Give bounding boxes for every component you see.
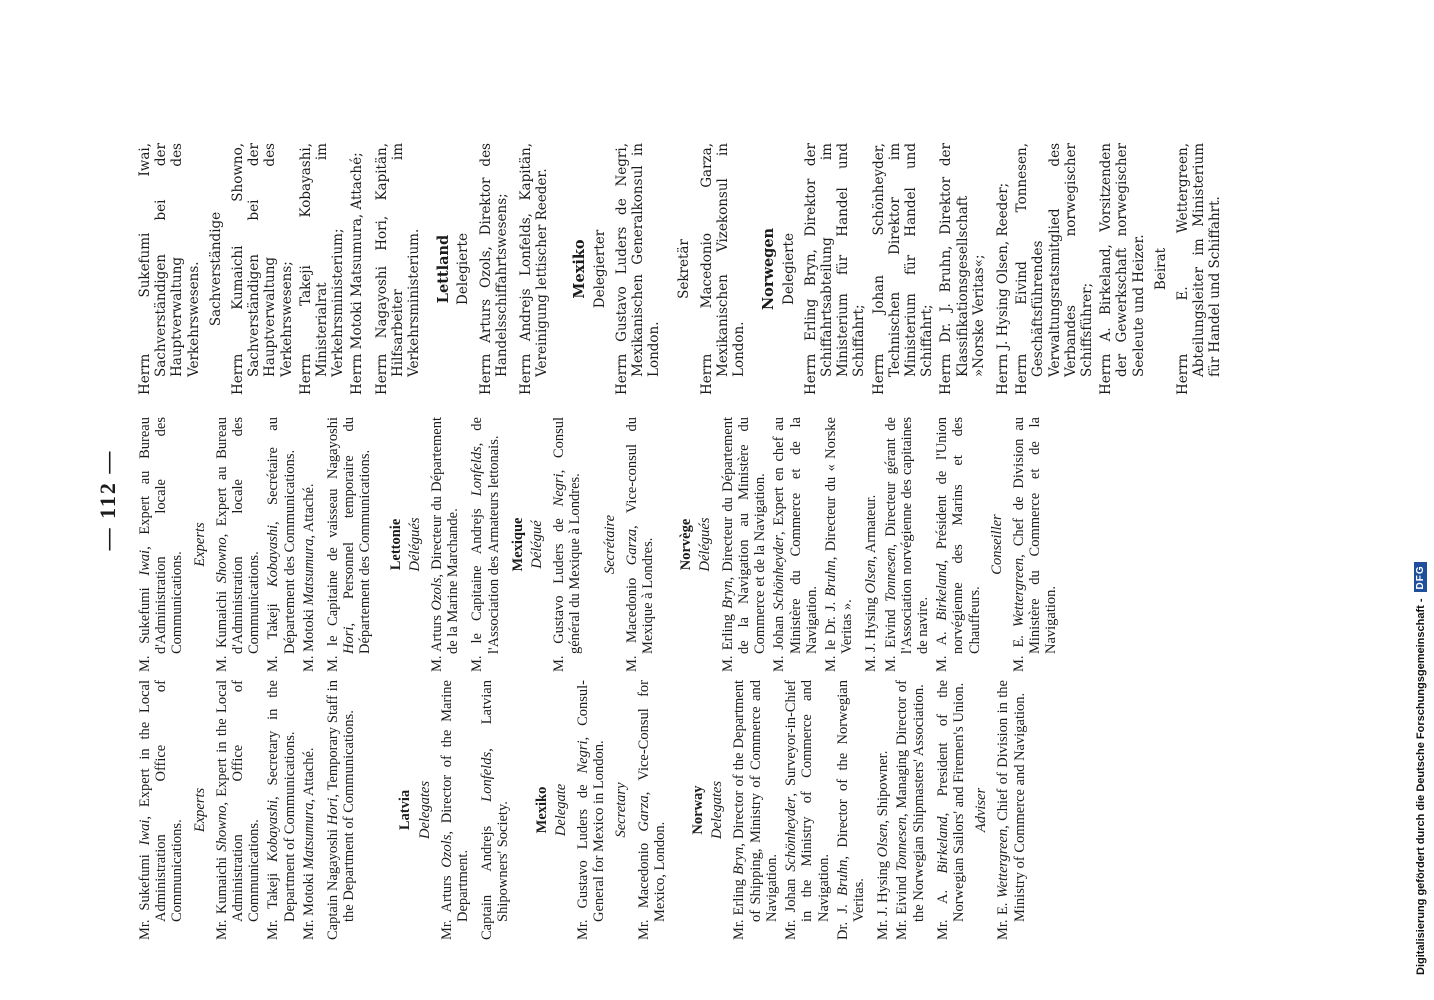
entry-fr-olsen (863, 417, 879, 672)
heading-de-experts: Sachverständige (207, 211, 224, 327)
entry-en-birkeland (935, 680, 967, 940)
entry-en-tonnesen (894, 680, 926, 940)
person-surname: Matsumura (300, 802, 317, 870)
entry-text: Mr. E. (995, 898, 1012, 940)
entry-fr-tonnesen (883, 417, 932, 672)
entry-text: M. Takeji (265, 587, 282, 672)
person-surname: Hori (325, 797, 342, 826)
entry-text: , Directeur gérant de l'Association norvégienne des capitaines de navire. (882, 417, 931, 654)
entry-de-negri: Herrn Gustavo Luders de Negri, Mexikanischen Generalkonsul in London. (613, 143, 663, 395)
entry-text: , Secrétaire au Département des Communications. (265, 417, 298, 654)
person-surname: Kobayashi (265, 524, 282, 588)
entry-text: , Consul général du Mexique à Londres. (551, 416, 584, 654)
person-surname: Garza (623, 529, 640, 566)
entry-text: , de l'Association des Armateurs lettonais. (469, 417, 502, 654)
entry-de-lonfelds: Herrn Andrejs Lonfelds, Kapitän, Vereinigung lettischer Reeder. (518, 143, 551, 395)
person-surname: Olsen (875, 823, 892, 858)
dfg-notice-text: Digitalisierung gefördert durch die Deutsche Forschungsgemeinschaft - (1414, 598, 1427, 975)
entry-text: , Director of the Norwegian Veritas. (834, 680, 867, 922)
entry-text: Mr. Sukefumi (137, 845, 153, 940)
heading-fr-experts: Experts (191, 522, 208, 567)
entry-en-garza (636, 680, 668, 940)
person-surname: Negri (575, 740, 592, 774)
person-surname: Garza (635, 795, 652, 832)
entry-text: M. le Dr. J. (822, 596, 839, 672)
entry-text: M. Erling (719, 608, 736, 672)
role-en-latvia: Delegates (416, 781, 433, 839)
entry-text: , Expert in the Local Administration Office of Communications. (137, 680, 186, 922)
entry-fr-wettergreen (1011, 417, 1060, 672)
entry-fr-iwai (137, 417, 186, 672)
entry-fr-negri (551, 417, 583, 672)
entry-text: , Directeur du « Norske Veritas ». (822, 417, 856, 654)
country-fr-norvege: Norvège (678, 518, 695, 571)
entry-en-schonheyder (783, 680, 832, 940)
person-surname: Bryn (731, 846, 748, 875)
dfg-funding-notice (1414, 562, 1427, 975)
entry-text: M. le Capitaine de vaisseau Nagayoshi (325, 417, 342, 672)
entry-fr-bryn (720, 417, 769, 672)
entry-de-kobayashi: Herrn Takeji Kobayashi, Ministerialrat im Verkehrsministerium; (297, 143, 347, 395)
german-column (137, 143, 1227, 395)
entry-text: , President of the Norwegian Sailors' and Firemen's Union. (934, 679, 967, 922)
entry-en-bruhn (835, 680, 867, 940)
entry-text: M. J. Hysing (863, 593, 880, 672)
country-en-latvia: Latvia (397, 789, 414, 831)
entry-text: , Expert in the Local Administration Office of Communications. (213, 680, 263, 922)
person-surname: Bryn (719, 580, 736, 609)
entry-text: M. Sukefumi (137, 575, 153, 672)
entry-text: Mr. Erling (731, 874, 748, 940)
person-surname: Bruhn (834, 859, 851, 896)
country-en-mexiko: Mexiko (533, 786, 550, 834)
entry-text: , Expert en chef au Ministère du Commerce et de la Navigation. (771, 417, 820, 654)
entry-en-iwai (137, 680, 186, 940)
entry-de-showno: Herrn Kumaichi Showno, Sachverständigen bei der Hauptverwaltung des Verkehrswesens; (230, 143, 295, 395)
role-de-norwegen: Delegierte (780, 233, 797, 305)
entry-de-schonheyder: Herrn Johan Schönheyder, Technischen Direktor im Ministerium für Handel und Schiffahrt; (870, 143, 936, 395)
entry-de-olsen: Herrn J. Hysing Olsen, Reeder; (994, 182, 1011, 395)
entry-en-bryn (731, 680, 780, 940)
entry-text: , Director of the Marine Department. (438, 680, 472, 922)
entry-en-matsumura (301, 680, 317, 940)
entry-en-lonfelds (479, 680, 511, 940)
country-fr-mexique: Mexique (509, 517, 526, 572)
country-en-norway: Norway (690, 785, 707, 835)
entry-text: Mr. Arturs (438, 867, 455, 940)
person-surname: Lonfelds (469, 446, 486, 497)
dfg-logo: DFG (1414, 562, 1427, 592)
entry-text: M. Eivind (882, 601, 899, 672)
entry-en-kobayashi (265, 680, 297, 940)
entry-fr-birkeland (934, 417, 983, 672)
entry-de-birkeland: Herrn A. Birkeland, Vorsitzenden der Gewerkschaft norwegischer Seeleute und Heizer. (1098, 143, 1147, 395)
role-en-norway-adviser: Adviser (973, 787, 990, 833)
entry-de-garza: Herrn Macedonio Garza, Mexikanischen Vizekonsul in London. (698, 143, 748, 395)
person-surname: Wettergreen (995, 828, 1012, 899)
entry-text: , Director of the Department of Shipping, Ministry of Commerce and Navigation. (731, 680, 780, 922)
entry-de-tonnesen: Herrn Eivind Tonnesen, Geschäftsführendes Verwaltungsratsmitglied des Verbandes norwegischer Schiffsführer; (1014, 143, 1095, 395)
heading-en-experts: Experts (191, 787, 208, 833)
entry-text: M. Johan (771, 609, 788, 672)
entry-en-ozols (439, 680, 471, 940)
entry-de-ozols: Herrn Arturs Ozols, Direktor des Handelsschiffahrtswesens; (477, 143, 510, 395)
entry-text: Mr. Kumaichi (213, 851, 230, 940)
entry-text: Mr. Motoki (300, 869, 317, 940)
entry-fr-garza (624, 417, 656, 672)
person-surname: Schönheyder (783, 796, 800, 872)
entry-text: , Attaché. (300, 747, 317, 803)
entry-text: Mr. Macedonio (635, 831, 652, 940)
entry-text: , Directeur du Département de la Marine Marchande. (429, 417, 462, 654)
english-column (137, 680, 1031, 940)
entry-text: , Shipowner. (875, 750, 892, 824)
entry-fr-matsumura (301, 417, 317, 672)
person-surname: Matsumura (300, 538, 317, 606)
entry-text: , Directeur du Département de la Navigation au Ministère du Commerce et de la Navigation. (719, 417, 769, 654)
role-fr-mexique-secretaire: Secrétaire (601, 514, 618, 575)
entry-text: Mr. Eivind (894, 871, 911, 940)
entry-fr-showno (214, 417, 263, 672)
entry-de-wettergreen: Herrn E. Wettergreen, Abteilungsleiter im Ministerium für Handel und Schiffahrt. (1174, 143, 1224, 395)
role-fr-norvege: Délégués (697, 517, 714, 572)
role-de-mexiko: Delegierter (591, 229, 608, 309)
role-fr-latvia: Délégués (406, 517, 423, 572)
rotated-document-page (95, 60, 1425, 940)
entry-en-showno (214, 680, 263, 940)
entry-text: Mr. J. Hysing (875, 857, 892, 940)
entry-text: , Chef de Division au Ministère du Commerce et de la Navigation. (1010, 416, 1060, 654)
entry-text: Mr. A. (934, 873, 951, 940)
entry-text: , Latvian Shipowners' Society. (479, 680, 512, 922)
entry-text: M. Macedonio (623, 565, 640, 672)
person-surname: Wettergreen (1010, 557, 1027, 628)
entry-text: , Expert au Bureau d'Administration locale des Communications. (137, 417, 186, 654)
role-en-norway: Delegates (709, 781, 726, 839)
entry-en-hori (325, 680, 357, 940)
role-en-mexiko-secretary: Secretary (613, 782, 630, 838)
person-surname: Showno (213, 537, 230, 584)
person-surname: Schönheyder (771, 535, 788, 610)
entry-fr-schonheyder (771, 417, 820, 672)
entry-text: , Temporary Staff in the Department of Communications. (325, 680, 358, 922)
person-surname: Birkeland (934, 816, 951, 874)
person-surname: Hori (341, 626, 358, 654)
entry-text: Mr. Takeji (265, 861, 282, 940)
entry-text: , Expert au Bureau d'Administration locale des Communications. (213, 417, 263, 654)
entry-text: , Managing Director of the Norwegian Shipmasters' Association. (894, 680, 927, 922)
person-surname: Negri (551, 473, 568, 507)
entry-text: Mr. Gustavo Luders de (575, 773, 592, 940)
entry-fr-ozols (429, 417, 461, 672)
entry-text: , Surveyor-in-Chief in the Ministry of Commerce and Navigation. (783, 680, 832, 922)
country-de-mexiko: Mexiko (571, 239, 589, 299)
entry-text: M. le Capitaine Andrejs (469, 496, 486, 672)
role-en-mexiko: Delegate (552, 783, 569, 837)
entry-de-bruhn: Herrn Dr. J. Bruhn, Direktor der Klassifikationsgesellschaft »Norske Veritas«; (938, 143, 987, 395)
entry-text: Dr. J. (834, 895, 851, 940)
role-fr-norvege-conseiller: Conseiller (988, 514, 1005, 575)
role-de-norwegen-beirat: Beirat (1152, 247, 1169, 291)
entry-de-bryn: Herrn Erling Bryn, Direktor der Schiffahrtsabteilung im Ministerium für Handel und Schiffahrt; (802, 143, 868, 395)
page-number: — 112 — (95, 449, 120, 551)
entry-text: Captain Nagayoshi (325, 825, 342, 940)
person-surname: Ozols (429, 577, 446, 611)
country-de-lettland: Lettland (435, 234, 453, 304)
entry-fr-kobayashi (265, 417, 297, 672)
entry-en-wettergreen (995, 680, 1027, 940)
entry-text: Mr. Johan (783, 871, 800, 940)
entry-text: , Consul-General for Mexico in London. (575, 679, 608, 922)
person-surname: Lonfelds (479, 751, 496, 802)
person-surname: Bruhn (822, 560, 839, 597)
entry-text: , Armateur. (863, 494, 880, 560)
entry-text: , Vice-Consul for Mexico, London. (635, 680, 668, 922)
entry-en-negri (575, 680, 607, 940)
person-surname: Ozols (438, 834, 455, 868)
entry-en-olsen (875, 680, 891, 940)
entry-text: Captain Andrejs (479, 801, 496, 940)
person-surname: Iwai (137, 819, 153, 846)
country-fr-latvia: Lettonie (387, 518, 404, 571)
person-surname: Iwai (137, 549, 153, 576)
person-surname: Tonnesen (894, 817, 911, 872)
entry-fr-hori (325, 417, 374, 672)
entry-text: , Attaché. (300, 483, 317, 539)
entry-de-matsumura: Herrn Motoki Matsumura, Attaché; (349, 152, 366, 395)
country-de-norwegen: Norwegen (760, 227, 778, 311)
entry-text: , Vice-consul du Mexique à Londres. (623, 417, 657, 654)
entry-de-iwai: Herrn Sukefumi Iwai, Sachverständigen bei der Hauptverwaltung des Verkehrswesens. (137, 143, 202, 395)
entry-text: , Chief of Division in the Ministry of Commerce and Navigation. (995, 680, 1028, 922)
entry-text: M. A. (934, 620, 951, 672)
role-fr-mexique: Délégué (529, 520, 546, 569)
french-column (137, 417, 1063, 672)
person-surname: Olsen (863, 559, 880, 594)
entry-text: M. Motoki (300, 605, 317, 672)
person-surname: Birkeland (934, 563, 951, 621)
entry-de-hori: Herrn Nagayoshi Hori, Kapitän, Hilfsarbeiter im Verkehrsministerium. (373, 143, 423, 395)
entry-fr-lonfelds (469, 417, 501, 672)
role-de-mexiko-sekretar: Sekretär (676, 239, 693, 299)
entry-text: , Secretary in the Department of Communications. (265, 680, 298, 922)
entry-text: , Personnel temporaire du Département des Communications. (341, 417, 374, 654)
entry-fr-bruhn (823, 417, 855, 672)
entry-text: , Président de l'Union norvégienne des Marins et des Chauffeurs. (934, 417, 983, 654)
person-surname: Kobayashi (265, 799, 282, 862)
entry-text: M. Arturs (429, 610, 446, 672)
person-surname: Showno (213, 805, 230, 852)
entry-text: M. E. (1010, 627, 1027, 672)
entry-text: M. Gustavo Luders de (551, 506, 568, 672)
person-surname: Tonnesen (882, 547, 899, 602)
role-de-lettland: Delegierte (455, 233, 472, 305)
entry-text: M. Kumaichi (213, 583, 230, 672)
